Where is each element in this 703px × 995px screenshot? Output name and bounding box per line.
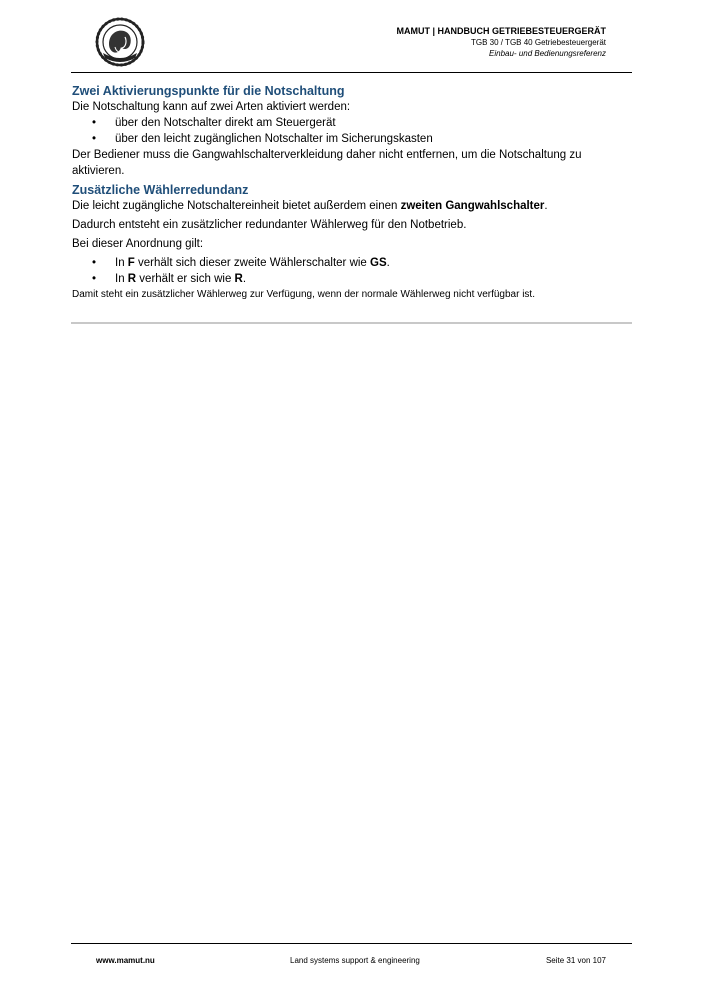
- section1-intro: Die Notschaltung kann auf zwei Arten aktiviert werden:: [72, 101, 351, 113]
- bullet-icon: •: [92, 257, 97, 269]
- bullet-icon: •: [92, 133, 97, 145]
- list-item: • In F verhält sich dieser zweite Wählerschalter wie GS.: [92, 257, 390, 269]
- mamut-logo: [95, 17, 145, 67]
- section-heading-activation-points: Zwei Aktivierungspunkte für die Notschaltung: [72, 84, 345, 98]
- footer-website: www.mamut.nu: [96, 956, 155, 965]
- list-item: • über den Notschalter direkt am Steuergerät: [92, 117, 336, 129]
- list-item: • In R verhält er sich wie R.: [92, 273, 247, 285]
- section-heading-selector-redundancy: Zusätzliche Wählerredundanz: [72, 183, 249, 197]
- section2-paragraph-1: Die leicht zugängliche Notschaltereinheit bietet außerdem einen zweiten Gangwahlschalter.: [72, 200, 548, 212]
- activation-list: [72, 115, 632, 147]
- bold-term: zweiten Gangwahlschalter: [400, 200, 545, 212]
- header-divider: [71, 72, 632, 73]
- section2-paragraph-2: Dadurch entsteht ein zusätzlicher redundanter Wählerweg für den Notbetrieb.: [72, 219, 467, 231]
- header-reference: Einbau- und Bedienungsreferenz: [489, 49, 606, 58]
- selector-behavior-list: [72, 255, 632, 287]
- section2-paragraph-3: Bei dieser Anordnung gilt:: [72, 238, 204, 250]
- list-item: • über den leicht zugänglichen Notschalter im Sicherungskasten: [92, 133, 433, 145]
- header-title: MAMUT | HANDBUCH GETRIEBESTEUERGERÄT: [396, 26, 606, 36]
- footer-divider: [71, 943, 632, 944]
- footer-page-number: Seite 31 von 107: [545, 956, 606, 965]
- section1-outro: Der Bediener muss die Gangwahlschalterverkleidung daher nicht entfernen, um die Notschaltung zu aktivieren.: [72, 149, 582, 177]
- page-content: [72, 83, 632, 302]
- bullet-icon: •: [92, 117, 97, 129]
- section-divider: [71, 322, 632, 324]
- footer-tagline: Land systems support & engineering: [290, 956, 420, 965]
- bullet-icon: •: [92, 273, 97, 285]
- header: [396, 25, 606, 59]
- header-subtitle: TGB 30 / TGB 40 Getriebesteuergerät: [470, 38, 606, 47]
- section2-note: Damit steht ein zusätzlicher Wählerweg zur Verfügung, wenn der normale Wählerweg nicht verfügbar ist.: [72, 289, 535, 300]
